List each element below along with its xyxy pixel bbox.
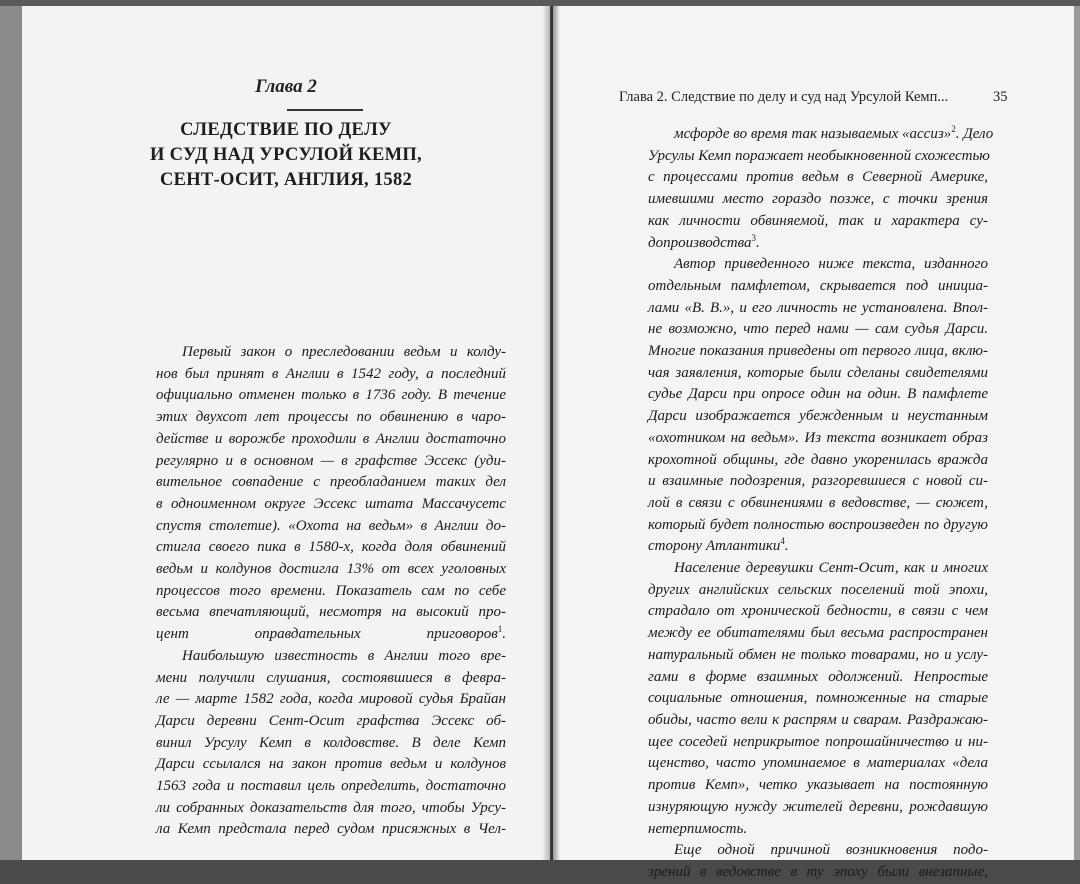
text-line-content: «охотником на ведьм». Из текста возникает образ [648,429,988,446]
text-line-content: Дарси изображается убежденным и неустанным [648,408,988,425]
text-line-content: мени получили слушания, состоявшиеся в февра- [156,669,506,686]
text-line-content: изнуряющую нужду жителей деревни, рождавшую [648,798,988,815]
text-line-content: социальные отношения, помноженные на старые [648,690,988,707]
text-line-content: сторону Атлантики [648,538,781,555]
text-line-content: Наибольшую известность в Англии того вре- [182,647,506,664]
text-line [648,710,988,732]
text-line-tail: . Дело [955,126,994,142]
book-gutter [542,6,560,860]
text-line-content: мсфорде во время так называемых «ассиз» [674,126,952,142]
text-line [156,754,506,776]
text-line [648,493,988,515]
text-line [156,819,506,841]
text-line-content: Дарси деревни Сент-Осит графства Эссекс об- [156,712,506,729]
text-line [648,276,988,298]
text-line [156,602,506,624]
footnote-marker: 3 [751,232,757,243]
text-line-content: этих двухсот лет процессы по обвинению в чаро- [156,409,506,426]
text-line [156,668,506,690]
book-edge-left [0,6,22,860]
text-line-content: крохотной общины, где давно укоренилась вражда [648,451,988,468]
text-line-content: ла Кемп предстала перед судом присяжных в Чел- [156,821,506,838]
text-line-content: в одноименном округе Эссекс штата Массачусетс [156,495,506,512]
text-line [648,623,988,645]
text-line [156,407,506,429]
left-page-body [156,342,506,841]
text-line [156,342,506,364]
text-line [156,429,506,451]
book-edge-right [1074,6,1080,860]
running-head: Глава 2. Следствие по делу и суд над Урсулой Кемп... [619,89,949,105]
text-line-content: вительное совпадение с преобладанием таких дел [156,474,506,491]
text-line [648,254,988,276]
text-line [156,364,506,386]
text-line [648,558,988,580]
text-line-content: действе и ворожбе проходили в Англии достаточно [156,430,506,447]
footnote-marker: 4 [780,536,785,547]
text-line [648,428,988,450]
text-line [156,385,506,407]
text-line-content: имевшими место гораздо позже, с точки зрения [648,191,988,208]
text-line-content: ле — марте 1582 года, когда мировой судья Брайан [156,691,506,708]
page-number: 35 [993,89,1008,105]
footnote-marker: 1 [497,624,503,635]
text-line [156,646,506,668]
text-line-content: Дарси ссылался на закон против ведьм и колдунов [156,756,506,773]
text-line-content: весьма впечатляющий, несмотря на высокий про- [156,604,506,621]
text-line-content: отдельным памфлетом, скрывается под инициа- [648,277,988,294]
text-line-content: против Кемп», четко указывает на постоянную [648,777,988,794]
text-line-tail: . [502,626,506,643]
text-line [156,689,506,711]
text-line-content: цент оправдательных приговоров [156,626,498,643]
text-line-content: Еще одной причиной возникновения подо- [674,842,988,859]
text-line [648,471,988,493]
text-line [648,341,988,363]
text-line-content: других английских сельских поселений той эпохи, [648,581,988,598]
text-line [648,862,988,884]
chapter-title-line: И СУД НАД УРСУЛОЙ КЕМП, [150,145,422,165]
text-line-content: спустя столетие). «Охота на ведьм» в Англии до- [156,517,506,534]
text-line-content: лами «В. В.», и его личность не установлена. Впол- [648,299,988,316]
text-line [648,189,988,211]
text-line-content: ведьм и колдунов достигла 13% от всех уголовных [156,561,506,578]
text-line [156,798,506,820]
text-line [648,319,988,341]
text-line-content: и взаимные подозрения, разгоревшиеся с новой си- [648,473,988,490]
text-line-content: стигла своего пика в 1580-х, когда доля обвинений [156,539,506,556]
text-line [648,819,988,841]
text-line-content: процессов того времени. Показатель сам по себе [156,582,506,599]
text-line [156,733,506,755]
text-line-content: зрений в ведовстве в ту эпоху были внезапные, [648,863,988,880]
text-line-content: щенство, часто упоминаемое в материалах «дела [648,755,988,772]
text-line-content: нетерпимость. [648,820,748,837]
text-line [648,515,988,537]
right-page-body [648,124,994,884]
text-line [648,363,988,385]
chapter-title [22,118,550,193]
text-line [648,732,988,754]
text-line [648,233,988,255]
text-line [156,711,506,733]
text-line-content: не возможно, что перед нами — сам судья Дарси. [648,321,988,338]
text-line [156,581,506,603]
right-page [553,6,1080,880]
text-line [648,797,988,819]
text-line [156,776,506,798]
text-line-content: как личности обвиняемой, так и характера су- [648,212,988,229]
text-line-tail: . [756,234,760,251]
text-line-content: который будет полностью воспроизведен по другую [648,516,988,533]
chapter-rule [287,109,363,111]
text-line-content: лой в связи с обвинениями в ведовстве, — сюжет, [648,494,988,511]
text-line [156,559,506,581]
text-line-content: нов был принят в Англии в 1542 году, а последний [156,365,506,382]
text-line-content: винил Урсулу Кемп в колдовстве. В деле Кемп [156,734,506,751]
text-line [648,536,988,558]
text-line-content: натуральный обмен не только товарами, но и услу- [648,646,988,663]
text-line-content: чая заявления, которые были сделаны свидетелями [648,364,988,381]
footnote-marker: 2 [951,124,956,134]
text-line [648,298,988,320]
text-line-content: допроизводства [648,234,752,251]
text-line-content: гами в форме взаимных одолжений. Непростые [648,668,988,685]
text-line [648,384,988,406]
text-line [648,753,988,775]
text-line [648,667,988,689]
chapter-title-line: СЛЕДСТВИЕ ПО ДЕЛУ [180,120,392,140]
text-line-content: Первый закон о преследовании ведьм и колду- [182,344,506,360]
text-line [648,450,988,472]
text-line-content: Урсулы Кемп поражает необыкновенной схожестью [648,147,990,164]
text-line [648,840,988,862]
text-line-content: судье Дарси при опросе один на один. В памфлете [648,386,988,403]
text-line-content: Автор приведенного ниже текста, изданного [674,256,988,273]
text-line-content: 1563 года и поставил цель определить, достаточно [156,778,506,795]
chapter-label: Глава 2 [255,76,317,97]
text-line-content: с процессами против ведьм в Северной Америке, [648,169,988,186]
text-line [648,146,988,168]
text-line-content: страдало от хронической бедности, в связи с чем [648,603,988,620]
text-line-content: обиды, часто вели к распрям и сварам. Раздражаю- [648,711,988,728]
text-line-content: щее соседей неприкрытое попрошайничество и ни- [648,733,988,750]
text-line [156,472,506,494]
text-line [648,645,988,667]
text-line [156,494,506,516]
text-line [648,406,988,428]
left-page [22,6,550,860]
chapter-title-line: СЕНТ-ОСИТ, АНГЛИЯ, 1582 [159,170,413,190]
text-line [648,580,988,602]
text-line [648,124,994,146]
text-line-content: Многие показания приведены от первого лица, вклю- [648,343,988,360]
text-line [156,516,506,538]
text-line [156,451,506,473]
text-line [156,537,506,559]
text-line [648,688,988,710]
text-line-content: ли собранных доказательств для того, чтобы Урсу- [156,799,506,816]
text-line-content: регулярно и в основном — в графстве Эссекс (уди- [156,452,506,469]
text-line-content: между ее обитателями был весьма распространен [648,625,988,642]
text-line [648,601,988,623]
text-line [648,167,988,189]
text-line-tail: . [784,538,789,555]
text-line [648,775,988,797]
text-line [156,624,506,646]
text-line-content: Население деревушки Сент-Осит, как и многих [674,560,988,577]
text-line-content: официально отменен только в 1736 году. В течение [156,387,506,404]
text-line [648,211,988,233]
